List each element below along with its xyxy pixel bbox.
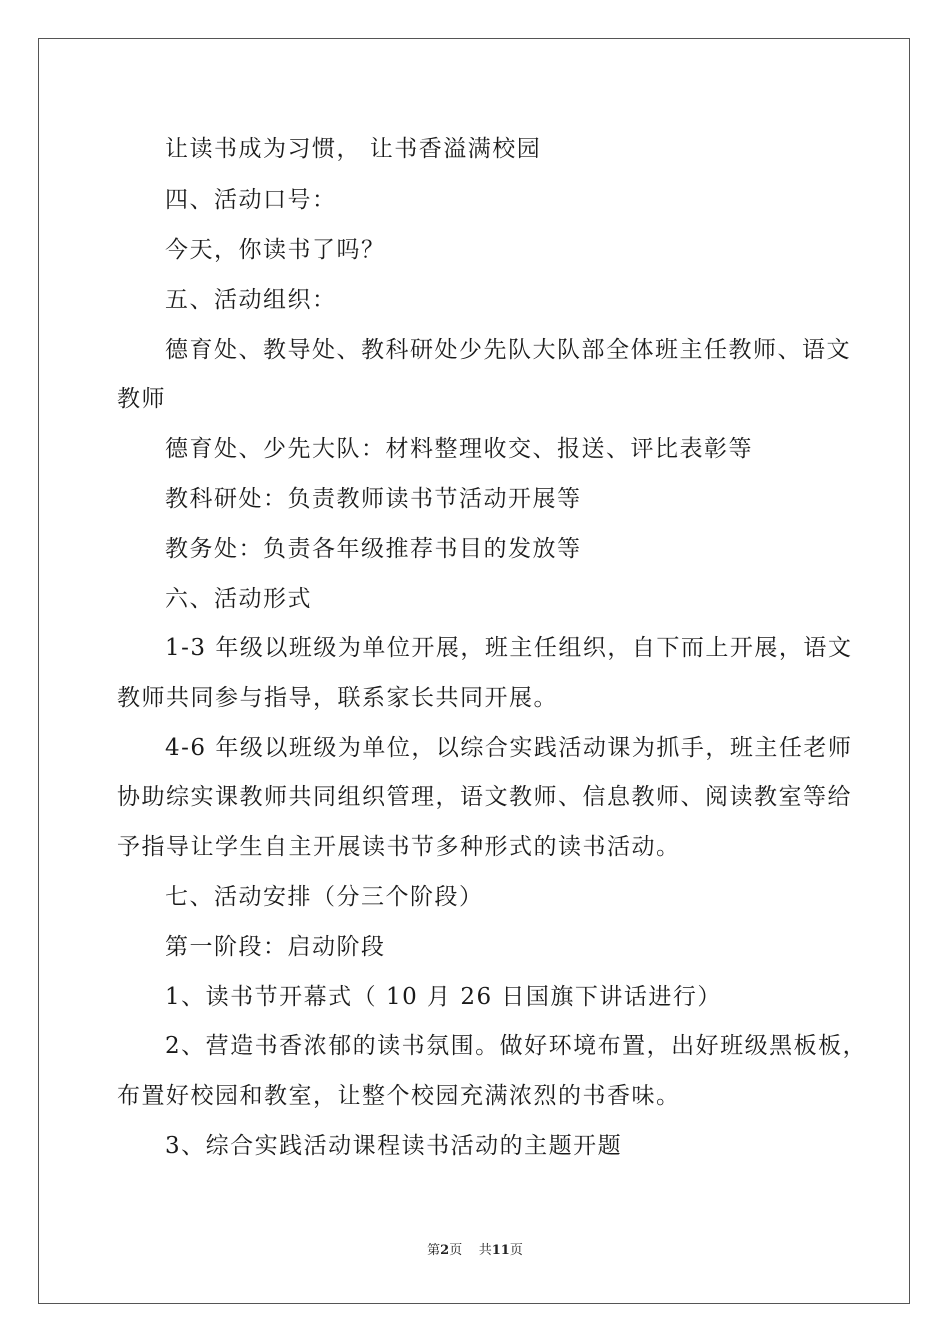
text-line: 让读书成为习惯， 让书香溢满校园 bbox=[165, 136, 542, 162]
footer-mid: 页 共 bbox=[449, 1243, 492, 1258]
text-line: 协助综实课教师共同组织管理，语文教师、信息教师、阅读教室等给 bbox=[117, 784, 852, 810]
current-page-number: 2 bbox=[440, 1243, 450, 1258]
text-line: 1、读书节开幕式（ 10 月 26 日国旗下讲话进行） bbox=[165, 984, 722, 1010]
text-line: 4-6 年级以班级为单位，以综合实践活动课为抓手，班主任老师 bbox=[165, 735, 853, 761]
page-border bbox=[38, 38, 910, 1304]
text-line: 教科研处：负责教师读书节活动开展等 bbox=[165, 486, 582, 512]
text-line: 予指导让学生自主开展读书节多种形式的读书活动。 bbox=[117, 834, 681, 860]
text-line: 德育处、少先大队：材料整理收交、报送、评比表彰等 bbox=[165, 436, 753, 462]
footer-prefix: 第 bbox=[427, 1243, 441, 1258]
footer-suffix: 页 bbox=[509, 1243, 523, 1258]
text-line: 第一阶段：启动阶段 bbox=[165, 934, 386, 960]
text-line: 1-3 年级以班级为单位开展，班主任组织，自下而上开展，语文 bbox=[165, 635, 853, 661]
text-line: 教师共同参与指导，联系家长共同开展。 bbox=[117, 685, 558, 711]
text-line: 布置好校园和教室，让整个校园充满浓烈的书香味。 bbox=[117, 1083, 681, 1109]
text-line: 德育处、教导处、教科研处少先队大队部全体班主任教师、语文 bbox=[165, 337, 851, 363]
page-footer bbox=[0, 1243, 950, 1259]
text-line: 教务处：负责各年级推荐书目的发放等 bbox=[165, 536, 582, 562]
text-line: 2、营造书香浓郁的读书氛围。做好环境布置，出好班级黑板板， bbox=[165, 1033, 868, 1059]
text-line: 3、综合实践活动课程读书活动的主题开题 bbox=[165, 1133, 623, 1159]
section-heading: 六、活动形式 bbox=[165, 586, 312, 612]
section-heading: 五、活动组织： bbox=[165, 287, 337, 313]
total-pages-number: 11 bbox=[491, 1243, 510, 1258]
section-heading: 七、活动安排（分三个阶段） bbox=[165, 884, 484, 910]
section-heading: 四、活动口号： bbox=[165, 187, 337, 213]
text-line: 今天，你读书了吗？ bbox=[165, 237, 386, 263]
text-line: 教师 bbox=[117, 386, 166, 412]
